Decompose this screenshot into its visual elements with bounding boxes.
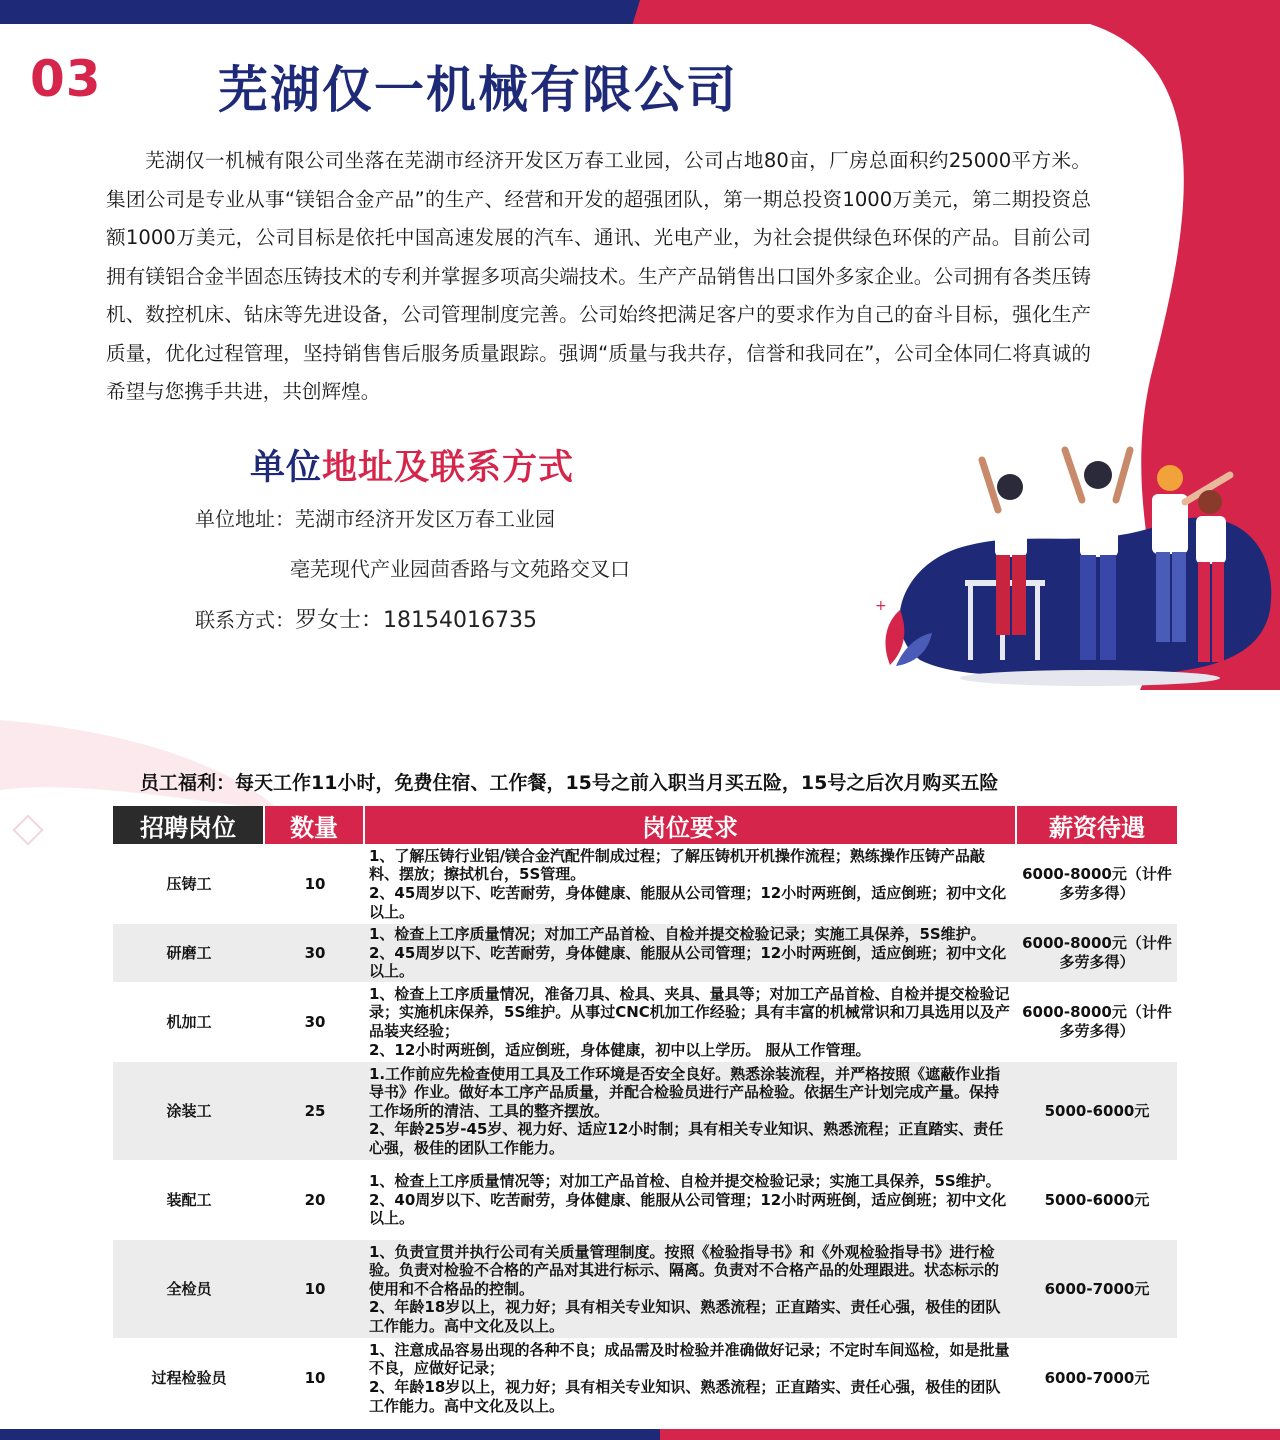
- cell-position: 研磨工: [113, 924, 265, 982]
- requirement-line: 2、12小时两班倒，适应倒班，身体健康，初中以上学历。 服从工作管理。: [369, 1040, 871, 1059]
- cell-count: 10: [265, 1338, 365, 1418]
- table-header-row: [113, 806, 1177, 844]
- requirement-line: 1、检查上工序质量情况等；对加工产品首检、自检并提交检验记录；实施工具保养，5S维护。: [369, 1172, 1001, 1191]
- table-row: [113, 1160, 1177, 1240]
- contact-section-title: [250, 440, 574, 490]
- requirement-line: 1.工作前应先检查使用工具及工作环境是否安全良好。熟悉涂装流程，并严格按照《遮蔽作业指导书》作业。做好本工序产品质量，并配合检验员进行产品检验。依据生产计划完成产量。保持工作场所的清洁、工具的整齐摆放。: [369, 1064, 1001, 1120]
- contact-phone: [195, 603, 537, 634]
- requirement-line: 1、了解压铸行业铝/镁合金汽配件制成过程；了解压铸机开机操作流程；熟练操作压铸产品敲料、摆放；擦拭机台，5S管理。: [369, 846, 985, 884]
- header-count: 数量: [265, 806, 365, 844]
- cell-salary: 6000-7000元: [1017, 1240, 1177, 1338]
- table-row: [113, 844, 1177, 924]
- intro-paragraph: 芜湖仅一机械有限公司坐落在芜湖市经济开发区万春工业园，公司占地80亩，厂房总面积约25000平方米。集团公司是专业从事“镁铝合金产品”的生产、经营和开发的超强团队，第一期总投资1000万美元，第二期投资总额1000万美元，公司目标是依托中国高速发展的汽车、通讯、光电产业，为社会提供绿色环保的产品。目前公司拥有镁铝合金半固态压铸技术的专利并掌握多项高尖端技术。生产产品销售出口国外多家企业。公司拥有各类压铸机、数控机床、钻床等先进设备，公司管理制度完善。公司始终把满足客户的要求作为自己的奋斗目标，强化生产质量，优化过程管理，坚持销售售后服务质量跟踪。强调“质量与我共存，信誉和我同在”，公司全体同仁将真诚的希望与您携手共进，共创辉煌。: [106, 149, 1091, 403]
- recruitment-table: [113, 806, 1177, 1418]
- requirement-line: 2、年龄18岁以上，视力好；具有相关专业知识、熟悉流程；正直踏实、责任心强，极佳的团队工作能力。高中文化及以上。: [369, 1378, 1001, 1415]
- cell-position: 装配工: [113, 1160, 265, 1240]
- celebration-illustration: [860, 430, 1280, 690]
- cell-requirements: [365, 1160, 1017, 1240]
- company-title: 芜湖仅一机械有限公司: [218, 61, 738, 119]
- header-requirements: 岗位要求: [365, 806, 1017, 844]
- cell-requirements: [365, 982, 1017, 1062]
- cell-salary: 6000-8000元（计件多劳多得）: [1017, 924, 1177, 982]
- cell-count: 25: [265, 1062, 365, 1160]
- employee-benefits: 员工福利：每天工作11小时，免费住宿、工作餐，15号之前入职当月买五险，15号之后次月购买五险: [140, 772, 999, 794]
- requirement-line: 2、年龄18岁以上，视力好；具有相关专业知识、熟悉流程；正直踏实、责任心强，极佳的团队工作能力。高中文化及以上。: [369, 1298, 1001, 1335]
- cell-requirements: [365, 1240, 1017, 1338]
- phone-person: 罗女士：: [295, 608, 384, 633]
- cell-requirements: [365, 1338, 1017, 1418]
- address-label: 单位地址：: [195, 507, 295, 531]
- footer-bar: [0, 1429, 1280, 1440]
- cell-requirements: [365, 1062, 1017, 1160]
- cell-position: 涂装工: [113, 1062, 265, 1160]
- requirement-line: 1、检查上工序质量情况，准备刀具、检具、夹具、量具等；对加工产品首检、自检并提交检验记录；实施机床保养，5S维护。从事过CNC机加工作经验；具有丰富的机械常识和刀具选用以及产品装夹经验；: [369, 984, 1010, 1040]
- header-position: 招聘岗位: [113, 806, 265, 844]
- cell-position: 压铸工: [113, 844, 265, 924]
- cell-salary: 5000-6000元: [1017, 1062, 1177, 1160]
- cell-count: 30: [265, 924, 365, 982]
- phone-label: 联系方式：: [195, 608, 295, 632]
- svg-text:+: +: [875, 598, 887, 614]
- requirement-line: 1、负责宣贯并执行公司有关质量管理制度。按照《检验指导书》和《外观检验指导书》进行检验。负责对检验不合格的产品对其进行标示、隔离。负责对不合格产品的处理跟进。状态标示的使用和不合格品的控制。: [369, 1242, 1000, 1298]
- phone-number[interactable]: 18154016735: [383, 608, 537, 633]
- cell-requirements: [365, 844, 1017, 924]
- cell-count: 10: [265, 1240, 365, 1338]
- address-line2: 亳芜现代产业园茴香路与文苑路交叉口: [290, 557, 630, 581]
- cell-count: 20: [265, 1160, 365, 1240]
- contact-title-part2: 地址及联系方式: [322, 448, 575, 488]
- requirement-line: 2、年龄25岁-45岁、视力好、适应12小时制；具有相关专业知识、熟悉流程；正直踏实、责任心强，极佳的团队工作能力。: [369, 1120, 1004, 1157]
- table-row: [113, 924, 1177, 982]
- cell-salary: 5000-6000元: [1017, 1160, 1177, 1240]
- cell-count: 30: [265, 982, 365, 1062]
- cell-salary: 6000-8000元（计件多劳多得）: [1017, 982, 1177, 1062]
- table-row: [113, 1062, 1177, 1160]
- cell-salary: 6000-7000元: [1017, 1338, 1177, 1418]
- table-row: [113, 982, 1177, 1062]
- cell-salary: 6000-8000元（计件多劳多得）: [1017, 844, 1177, 924]
- address-line1: [195, 503, 555, 532]
- cell-position: 机加工: [113, 982, 265, 1062]
- cell-position: 过程检验员: [113, 1338, 265, 1418]
- header-salary: 薪资待遇: [1017, 806, 1177, 844]
- cell-count: 10: [265, 844, 365, 924]
- section-number: 03: [30, 50, 102, 108]
- requirement-line: 2、45周岁以下、吃苦耐劳，身体健康、能服从公司管理；12小时两班倒，适应倒班；初中文化以上。: [369, 884, 1007, 921]
- cell-position: 全检员: [113, 1240, 265, 1338]
- address-value1: 芜湖市经济开发区万春工业园: [295, 507, 555, 531]
- company-introduction: [106, 142, 1091, 412]
- cell-requirements: [365, 924, 1017, 982]
- requirement-line: 1、注意成品容易出现的各种不良；成品需及时检验并准确做好记录；不定时车间巡检，如是批量不良，应做好记录；: [369, 1340, 1010, 1378]
- table-row: [113, 1240, 1177, 1338]
- requirement-line: 1、检查上工序质量情况；对加工产品首检、自检并提交检验记录；实施工具保养，5S维护。: [369, 925, 986, 944]
- table-row: [113, 1338, 1177, 1418]
- contact-title-part1: 单位: [250, 448, 323, 488]
- requirement-line: 2、45周岁以下、吃苦耐劳，身体健康、能服从公司管理；12小时两班倒，适应倒班；初中文化以上。: [369, 943, 1007, 981]
- requirement-line: 2、40周岁以下、吃苦耐劳，身体健康、能服从公司管理；12小时两班倒，适应倒班；初中文化以上。: [369, 1190, 1007, 1228]
